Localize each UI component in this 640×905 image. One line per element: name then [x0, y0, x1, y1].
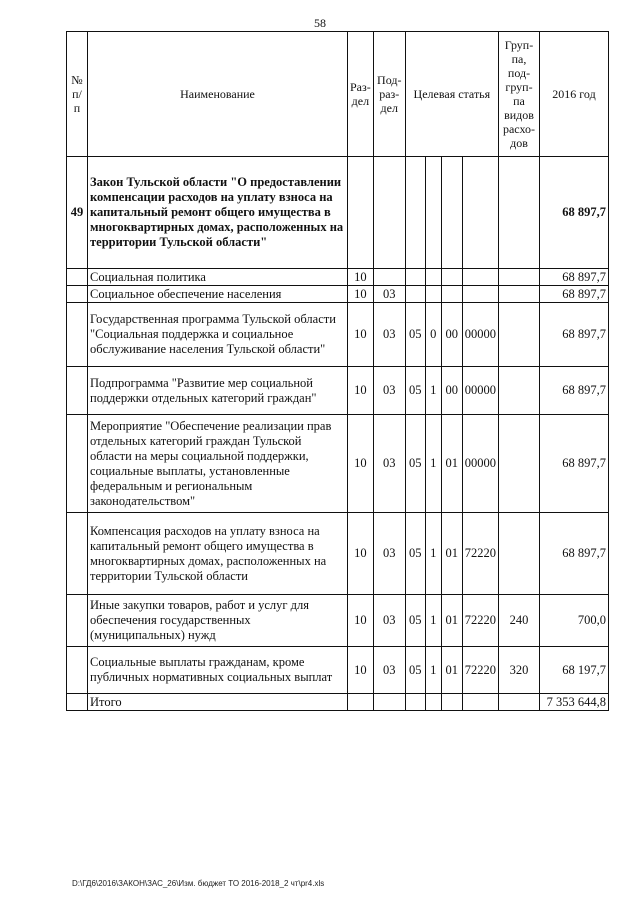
row-podrazdel: 03 [373, 513, 405, 595]
row-podrazdel [373, 269, 405, 286]
row-cs-direction: 00000 [462, 367, 498, 415]
row-cs-event: 01 [441, 595, 462, 647]
row-podrazdel: 03 [373, 415, 405, 513]
row-cs-direction [462, 286, 498, 303]
header-celevaya: Целевая статья [405, 32, 498, 157]
table-row [67, 647, 609, 694]
row-podrazdel: 03 [373, 367, 405, 415]
row-cs-direction [462, 269, 498, 286]
row-name: Государственная программа Тульской области "Социальная поддержка и социальное обслуживание населения Тульской области" [88, 303, 348, 367]
row-cs-program: 05 [405, 367, 425, 415]
row-cs-event [441, 157, 462, 269]
row-amount: 7 353 644,8 [540, 694, 609, 711]
table-row [67, 513, 609, 595]
row-amount: 68 897,7 [540, 367, 609, 415]
row-amount: 68 897,7 [540, 286, 609, 303]
row-cs-program [405, 157, 425, 269]
row-gruppa [499, 415, 540, 513]
row-gruppa [499, 157, 540, 269]
row-cs-program: 05 [405, 595, 425, 647]
row-gruppa: 240 [499, 595, 540, 647]
row-gruppa [499, 269, 540, 286]
row-name: Иные закупки товаров, работ и услуг для обеспечения государственных (муниципальных) нужд [88, 595, 348, 647]
row-cs-direction: 72220 [462, 647, 498, 694]
row-num [67, 415, 88, 513]
table-row [67, 595, 609, 647]
header-num: № п/п [67, 32, 88, 157]
row-cs-subprogram [425, 269, 441, 286]
row-num [67, 513, 88, 595]
row-cs-event: 01 [441, 415, 462, 513]
table-row [67, 157, 609, 269]
row-cs-subprogram: 1 [425, 367, 441, 415]
page-number: 58 [314, 16, 326, 30]
row-podrazdel: 03 [373, 303, 405, 367]
row-gruppa [499, 513, 540, 595]
row-name: Социальная политика [88, 269, 348, 286]
row-num [67, 303, 88, 367]
row-cs-event [441, 269, 462, 286]
row-cs-event: 01 [441, 647, 462, 694]
table-row [67, 286, 609, 303]
row-podrazdel [373, 694, 405, 711]
row-cs-subprogram [425, 694, 441, 711]
row-name: Подпрограмма "Развитие мер социальной поддержки отдельных категорий граждан" [88, 367, 348, 415]
row-num: 49 [67, 157, 88, 269]
row-cs-subprogram: 1 [425, 415, 441, 513]
header-row [67, 32, 609, 157]
row-name: Мероприятие "Обеспечение реализации прав отдельных категорий граждан Тульской области на меры социальной поддержки, социальные выплаты, установленные федеральным и региональным законодательством" [88, 415, 348, 513]
row-cs-event [441, 694, 462, 711]
header-gruppa: Груп-па, под-груп-па видов расхо-дов [499, 32, 540, 157]
row-razdel [348, 157, 374, 269]
row-cs-program [405, 694, 425, 711]
row-name: Социальное обеспечение населения [88, 286, 348, 303]
row-amount: 700,0 [540, 595, 609, 647]
row-cs-program: 05 [405, 647, 425, 694]
row-razdel [348, 694, 374, 711]
row-razdel: 10 [348, 367, 374, 415]
row-amount: 68 197,7 [540, 647, 609, 694]
row-cs-direction: 72220 [462, 595, 498, 647]
row-cs-subprogram: 1 [425, 595, 441, 647]
row-cs-program [405, 286, 425, 303]
row-cs-subprogram: 1 [425, 513, 441, 595]
row-num [67, 286, 88, 303]
row-num [67, 595, 88, 647]
row-razdel: 10 [348, 269, 374, 286]
row-amount: 68 897,7 [540, 157, 609, 269]
table-row [67, 415, 609, 513]
row-cs-direction: 00000 [462, 415, 498, 513]
row-name: Социальные выплаты гражданам, кроме публичных нормативных социальных выплат [88, 647, 348, 694]
row-gruppa [499, 286, 540, 303]
row-razdel: 10 [348, 647, 374, 694]
table-row [67, 269, 609, 286]
row-name: Компенсация расходов на уплату взноса на капитальный ремонт общего имущества в многоквартирных домах, расположенных на территории Тульской области [88, 513, 348, 595]
row-gruppa [499, 694, 540, 711]
row-num [67, 269, 88, 286]
row-cs-subprogram: 1 [425, 647, 441, 694]
row-cs-direction: 72220 [462, 513, 498, 595]
budget-table [66, 31, 609, 711]
row-cs-direction [462, 157, 498, 269]
row-razdel: 10 [348, 303, 374, 367]
row-razdel: 10 [348, 595, 374, 647]
row-amount: 68 897,7 [540, 269, 609, 286]
row-num [67, 647, 88, 694]
row-cs-program: 05 [405, 303, 425, 367]
row-num [67, 694, 88, 711]
row-podrazdel: 03 [373, 286, 405, 303]
row-gruppa: 320 [499, 647, 540, 694]
row-name: Закон Тульской области "О предоставлении компенсации расходов на уплату взноса на капитальный ремонт общего имущества в многоквартирных домах, расположенных на территории Тульской области" [88, 157, 348, 269]
header-podrazdel: Под-раз-дел [373, 32, 405, 157]
row-amount: 68 897,7 [540, 513, 609, 595]
row-cs-direction [462, 694, 498, 711]
row-cs-event: 00 [441, 303, 462, 367]
row-cs-subprogram: 0 [425, 303, 441, 367]
row-cs-direction: 00000 [462, 303, 498, 367]
table-row [67, 367, 609, 415]
row-gruppa [499, 303, 540, 367]
row-razdel: 10 [348, 513, 374, 595]
total-row [67, 694, 609, 711]
row-cs-program: 05 [405, 513, 425, 595]
header-razdel: Раз-дел [348, 32, 374, 157]
row-gruppa [499, 367, 540, 415]
row-cs-program: 05 [405, 415, 425, 513]
row-podrazdel [373, 157, 405, 269]
row-amount: 68 897,7 [540, 415, 609, 513]
row-amount: 68 897,7 [540, 303, 609, 367]
row-num [67, 367, 88, 415]
table-row [67, 303, 609, 367]
row-name: Итого [88, 694, 348, 711]
row-podrazdel: 03 [373, 595, 405, 647]
file-path-footer: D:\ГД6\2016\ЗАКОН\ЗАС_26\Изм. бюджет ТО 2016-2018_2 чт\pr4.xls [72, 879, 325, 888]
row-razdel: 10 [348, 286, 374, 303]
header-name: Наименование [88, 32, 348, 157]
row-cs-event [441, 286, 462, 303]
row-razdel: 10 [348, 415, 374, 513]
row-cs-event: 01 [441, 513, 462, 595]
row-cs-subprogram [425, 286, 441, 303]
row-cs-event: 00 [441, 367, 462, 415]
row-cs-program [405, 269, 425, 286]
row-podrazdel: 03 [373, 647, 405, 694]
header-year: 2016 год [540, 32, 609, 157]
row-cs-subprogram [425, 157, 441, 269]
